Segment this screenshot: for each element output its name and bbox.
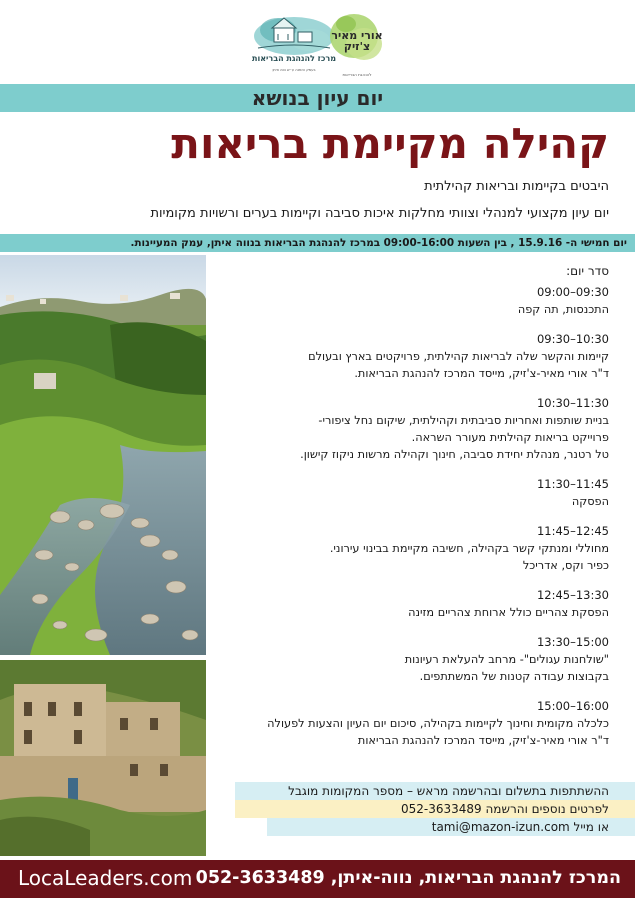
session-text: התכנסות, תה קפה	[517, 303, 609, 316]
health-logo-title: מרכז להנהגת הבריאות	[252, 54, 336, 63]
session-time: 11:30–11:45	[536, 477, 609, 491]
session-speaker: כפיר וקס, אדריכל	[522, 559, 609, 572]
session-text: כלכלה מקומית וחינוך לקיימות בקהילה, סיכום יום העיון והצעות לפעולה	[267, 717, 609, 730]
session-text: פרוייקט בריאות קהילתית מעורר השראה.	[411, 431, 609, 444]
page-title: קהילה מקיימת בריאות	[171, 119, 609, 168]
footer	[0, 860, 635, 898]
river-landscape-photo	[0, 255, 206, 655]
session-speaker: ד"ר אורי מאיר-צ'זיק, מייסד המרכז להנהגת הבריאות	[357, 734, 609, 747]
schedule	[214, 262, 609, 762]
contact-email[interactable]: או מייל tami@mazon-izun.com	[267, 818, 635, 836]
session-text: מחוללי ומנתקי קשר בקהילה, חשיבה מקיימת בבינוי עירוני.	[329, 542, 609, 555]
session-text: בקבוצות עבודה קטנות של המשתתפים.	[419, 670, 609, 683]
schedule-heading: סדר יום:	[566, 264, 609, 278]
schedule-session	[214, 698, 609, 749]
uri-logo-title: אורי מאיר צ'זיק	[331, 29, 383, 53]
health-logo-subtitle: בעמק הזמנה ע״ש נווה איתן	[272, 68, 316, 72]
stone-building-photo	[0, 660, 206, 856]
session-time: 15:00–16:00	[536, 699, 609, 713]
schedule-session	[214, 284, 609, 318]
session-time: 09:00–09:30	[536, 285, 609, 299]
uri-meir-logo	[328, 10, 386, 82]
registration-note: ההשתתפות בתשלום ובהרשמה מראש – מספר המקומות מוגבל	[235, 782, 635, 800]
logo-area	[0, 10, 635, 82]
session-text: קיימות והקשר שלה לבריאות קהילתית, פרויקטים בארץ ובעולם	[308, 350, 609, 363]
website-link[interactable]: LocaLeaders.com	[18, 866, 193, 890]
session-time: 09:30–10:30	[536, 332, 609, 346]
contact-phone[interactable]: לפרטים נוספים והרשמה 052-3633489	[235, 800, 635, 818]
schedule-session	[214, 331, 609, 382]
session-speaker: ד"ר אורי מאיר-צ'זיק, מייסד המרכז להנהגת הבריאות.	[354, 367, 609, 380]
schedule-session	[214, 523, 609, 574]
session-time: 13:30–15:00	[536, 635, 609, 649]
session-time: 10:30–11:30	[536, 396, 609, 410]
session-text: בניית שותפות ואחריות סביבתית וקהילתית, שיקום נחל ציפורי-	[318, 414, 609, 427]
event-description: יום עיון מקצועי למנהלי וצוותי מחלקות איכות סביבה וקיימות בערים ורשויות מקומיות	[150, 206, 609, 221]
session-time: 11:45–12:45	[536, 524, 609, 538]
schedule-session	[214, 587, 609, 621]
topic-banner: יום עיון בנושא	[0, 84, 635, 112]
schedule-session	[214, 395, 609, 463]
session-text: הפסקה	[571, 495, 609, 508]
schedule-session	[214, 634, 609, 685]
date-banner: יום חמישי ה- 15.9.16 , בין השעות 09:00-16:00 במרכז להנהגת הבריאות בנווה איתן, עמק המעיינות.	[0, 234, 635, 252]
schedule-session	[214, 476, 609, 510]
subtitle: היבטים בקיימות ובריאות קהילתית	[424, 179, 609, 194]
session-text: הפסקת צהריים כולל ארוחת צהריים מזינה	[408, 606, 609, 619]
uri-logo-subtitle: להנהגת הבריאות	[342, 72, 372, 77]
organization-contact: המרכז להנהגת הבריאות, נווה-איתן, 052-3633489	[195, 868, 621, 888]
session-time: 12:45–13:30	[536, 588, 609, 602]
registration-info	[235, 782, 635, 836]
session-text: "שולחנות עגולים"- מרחב להעלאת רעיונות	[404, 653, 609, 666]
session-speaker: טל רטנר, מנהלת יחידת סביבה, חינוך וקהילה מרשות ניקוז קישון.	[300, 448, 609, 461]
